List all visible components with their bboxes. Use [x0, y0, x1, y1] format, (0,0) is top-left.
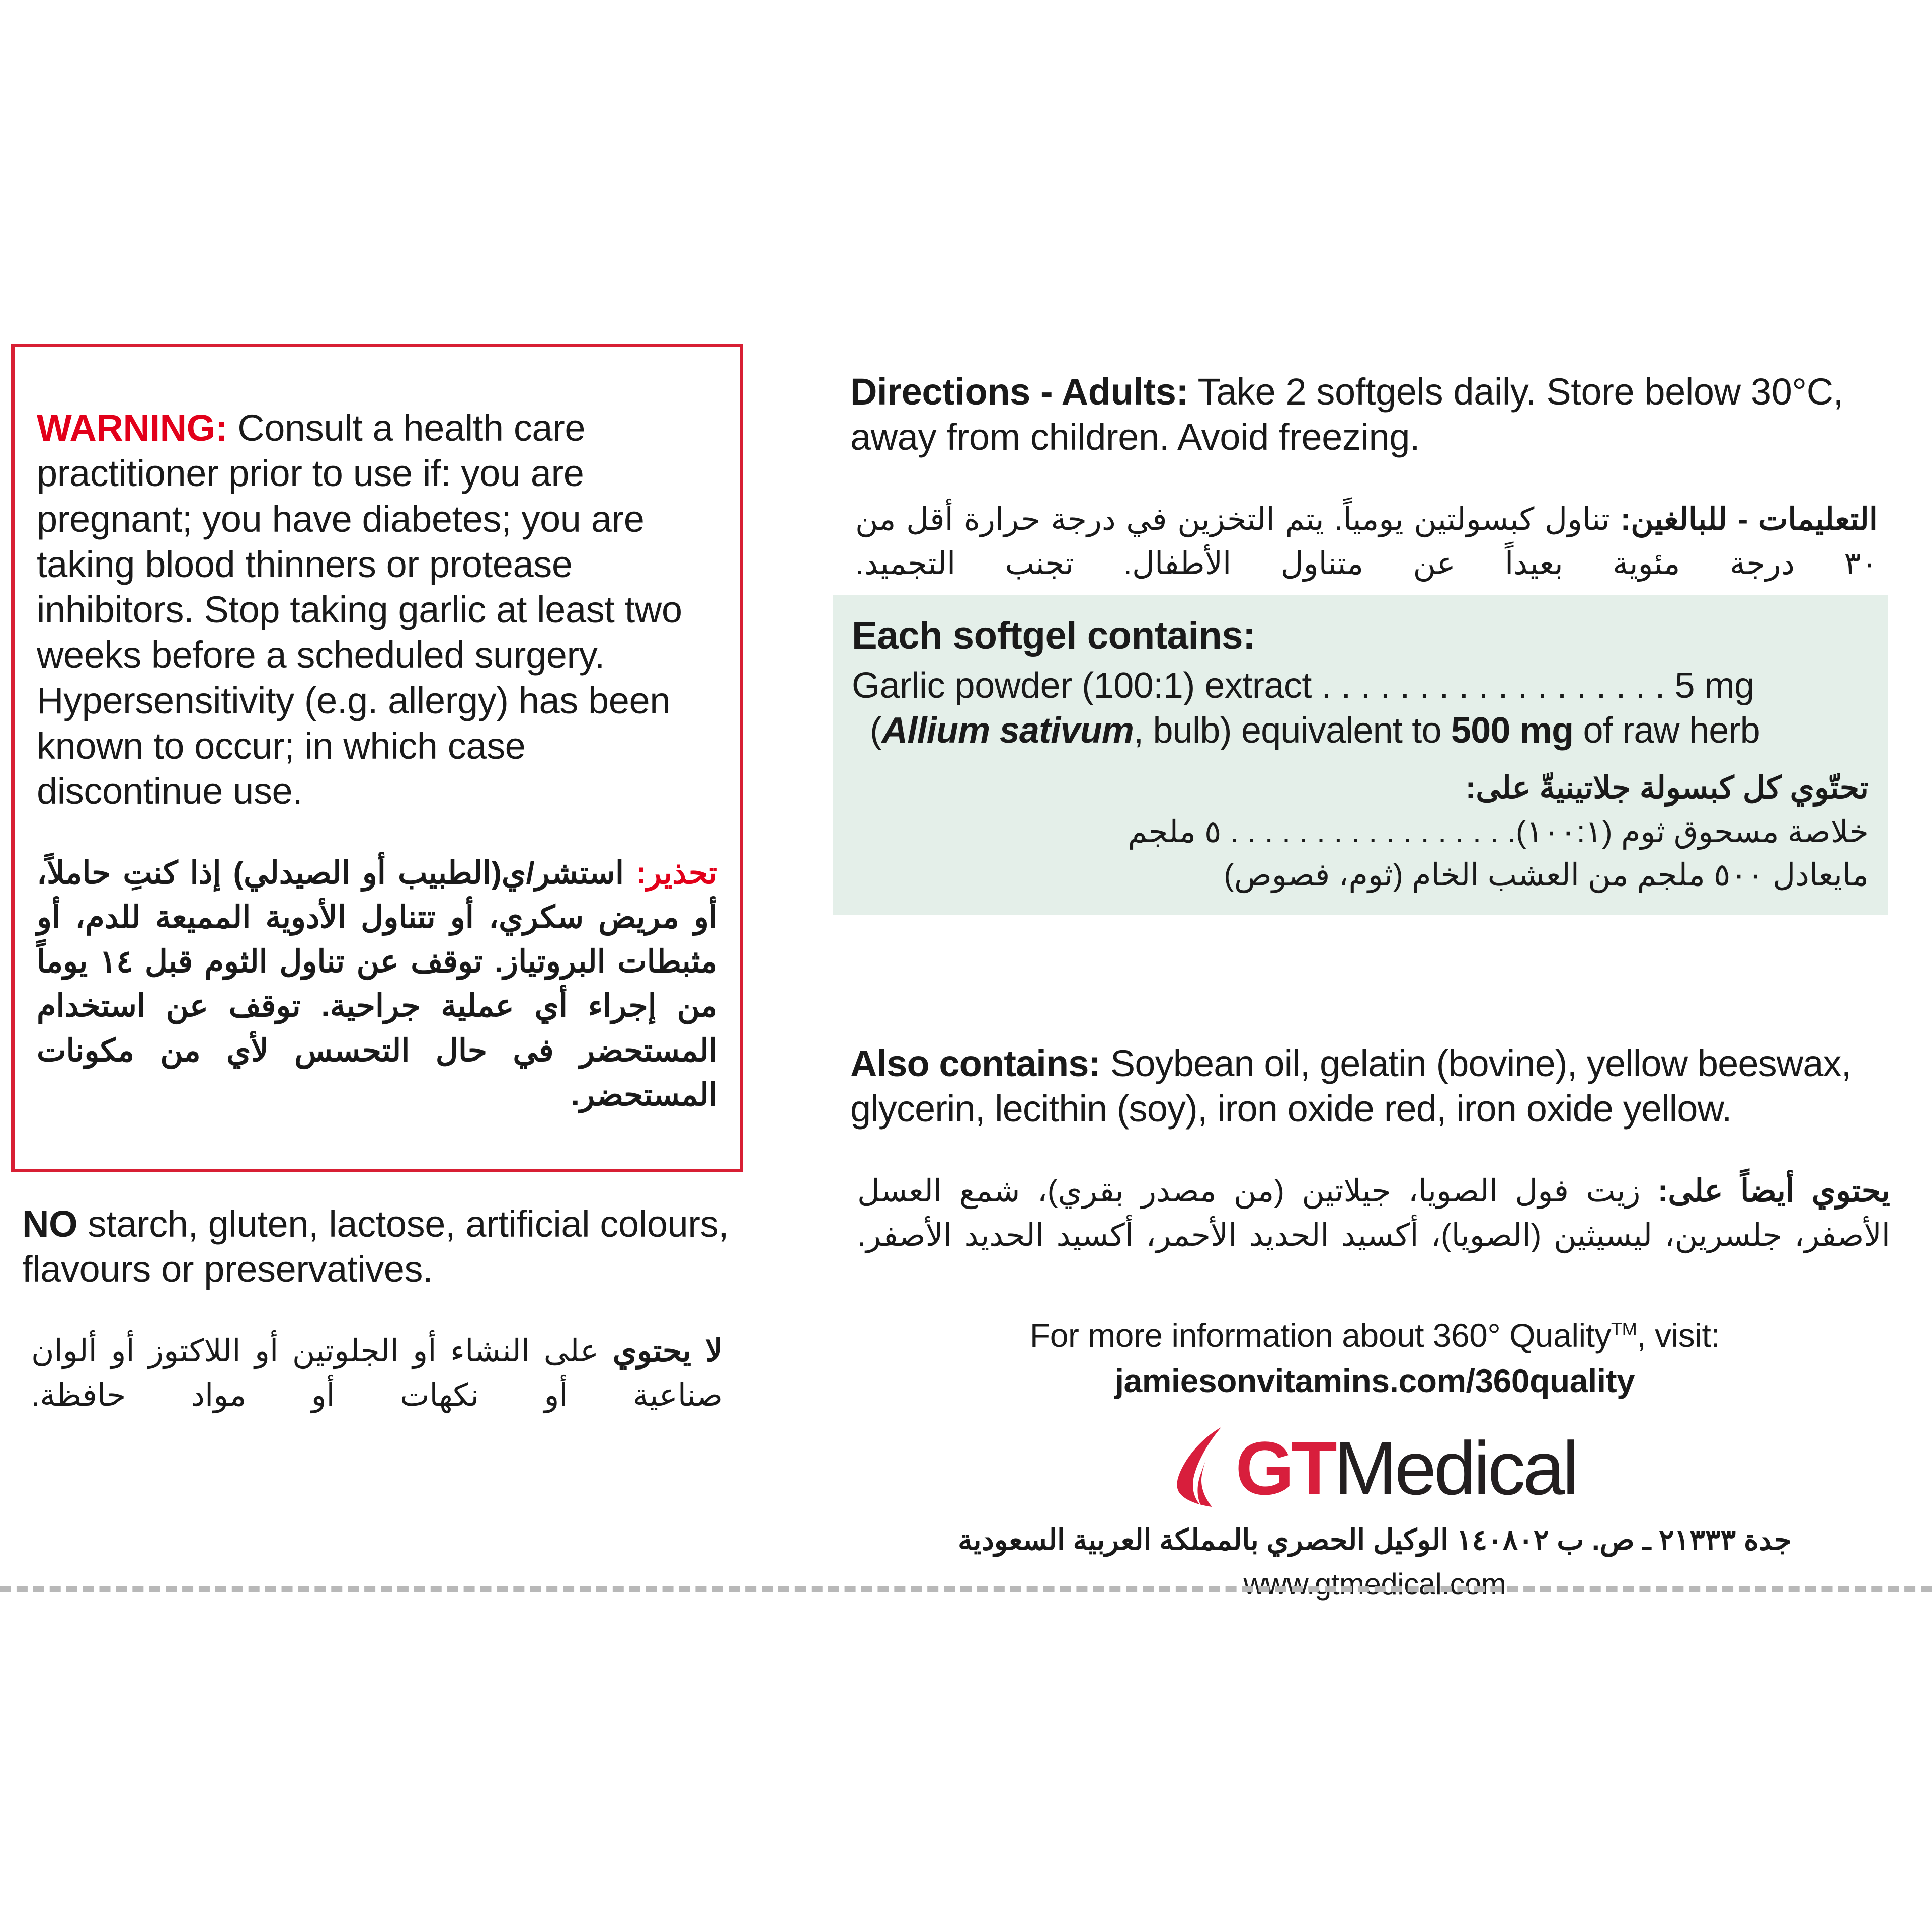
facts-ingredient-name-arabic: خلاصة مسحوق ثوم (١٠٠:١) [1516, 814, 1869, 849]
distributor-address-arabic: جدة ٢١٣٣٣ ـ ص. ب ١٤٠٨٠٢ الوكيل الحصري بالمملكة العربية السعودية [958, 1523, 1792, 1556]
facts-equiv-suffix: of raw herb [1573, 710, 1760, 751]
quality-info-line [850, 1314, 1899, 1357]
warning-text-arabic [37, 851, 717, 1117]
directions-body-arabic: تناول كبسولتين يومياً. يتم التخزين في درجة حرارة أقل من ٣٠ درجة مئوية بعيداً عن متناول الأطفال. تجنب التجميد. [855, 502, 1878, 581]
facts-ingredient-name-english: Garlic powder (100:1) extract [852, 666, 1312, 706]
supplement-facts-panel [833, 595, 1888, 915]
free-from-claim-arabic [11, 1329, 743, 1418]
free-from-keyword-arabic: لا يحتوي [612, 1334, 723, 1369]
free-from-body-english: starch, gluten, lactose, artificial colours, flavours or preservatives. [22, 1202, 729, 1290]
directions-text-english [850, 369, 1892, 460]
logo-wordmark-medical: Medical [1334, 1425, 1577, 1510]
facts-title-arabic: تحتّوي كل كبسولة جلاتينيةّ على: [1465, 770, 1869, 806]
warning-body-english: Consult a health care practitioner prior to use if: you are pregnant; you have diabetes; you are taking blood thinners or protease inhibitors. Stop taking garlic at least two weeks before a scheduled surgery. Hypersensitivity (e.g. allergy) has been known to occur; in which case discontinue use. [37, 407, 682, 813]
free-from-claim-english [11, 1201, 743, 1293]
also-contains-keyword-english: Also contains: [850, 1042, 1101, 1084]
facts-ingredient-row-arabic [852, 811, 1869, 854]
directions-block [850, 332, 1892, 617]
warning-body-arabic: استشر/ي(الطبيب أو الصيدلي) إذا كنتِ حاملاً، أو مريض سكري، أو تتناول الأدوية المميعة للدم، أو مثبطات البروتياز. توقف عن تناول الثوم قبل ١٤ يوماً من إجراء أي عملية جراحية. توقف عن استخدام المستحضر في حال التحسس لأي من مكونات المستحضر. [37, 856, 717, 1112]
distributor-website[interactable]: www.gtmedical.com [1243, 1567, 1506, 1601]
logo-wordmark-gt: GT [1235, 1425, 1334, 1510]
facts-equiv-amount: 500 mg [1451, 710, 1574, 751]
trademark-symbol: TM [1611, 1319, 1637, 1339]
directions-keyword-english: Directions - Adults: [850, 371, 1188, 413]
facts-equiv-middle: , bulb) equivalent to [1134, 710, 1451, 751]
facts-leader-dots-english: . . . . . . . . . . . . . . . . . . [1311, 666, 1675, 706]
also-contains-block [850, 1004, 1899, 1289]
directions-text-arabic [850, 498, 1892, 586]
flame-leaf-icon [1173, 1426, 1233, 1509]
directions-body-english: Take 2 softgels daily. Store below 30°C, away from children. Avoid freezing. [850, 371, 1843, 458]
facts-ingredient-amount-english: 5 mg [1674, 666, 1754, 706]
also-contains-arabic [850, 1169, 1899, 1258]
footer-block [850, 1314, 1899, 1604]
quality-info-url[interactable]: jamiesonvitamins.com/360quality [1114, 1361, 1635, 1399]
facts-title-english: Each softgel contains: [852, 614, 1256, 657]
facts-ingredient-amount-arabic: ٥ ملجم [1128, 814, 1222, 849]
directions-keyword-arabic: التعليمات - للبالغين: [1620, 502, 1878, 537]
warning-keyword-english: WARNING: [37, 407, 228, 449]
warning-box [11, 344, 743, 1172]
warning-text-english [37, 406, 717, 814]
facts-ingredient-row-english [852, 664, 1869, 708]
facts-equiv-open-paren: ( [870, 710, 882, 751]
also-contains-english [850, 1041, 1899, 1132]
gt-medical-logo [850, 1423, 1899, 1513]
left-column [11, 344, 743, 1449]
quality-info-suffix: , visit: [1637, 1317, 1720, 1354]
also-contains-keyword-arabic: يحتوي أيضاً على: [1657, 1173, 1890, 1209]
facts-leader-dots-arabic: . . . . . . . . . . . . . . . . . [1221, 814, 1516, 849]
free-from-body-arabic: على النشاء أو الجلوتين أو اللاكتوز أو ألوان صناعية أو نكهات أو مواد حافظة. [31, 1334, 723, 1413]
free-from-keyword-english: NO [22, 1202, 78, 1245]
facts-botanical-name: Allium sativum [881, 710, 1134, 751]
warning-keyword-arabic: تحذير: [636, 856, 717, 891]
facts-equivalence-arabic: مايعادل ٥٠٠ ملجم من العشب الخام (ثوم، فصوص) [1224, 858, 1869, 893]
also-contains-body-english: Soybean oil, gelatin (bovine), yellow beeswax, glycerin, lecithin (soy), iron oxide red, iron oxide yellow. [850, 1042, 1852, 1130]
facts-equivalence-english [852, 708, 1869, 753]
quality-info-prefix: For more information about 360° Quality [1029, 1317, 1612, 1354]
also-contains-body-arabic: زيت فول الصويا، جيلاتين (من مصدر بقري)، شمع العسل الأصفر، جلسرين، ليسيثين (الصويا)، أكسيد الحديد الأحمر، أكسيد الحديد الأصفر. [857, 1173, 1890, 1253]
die-cut-dashed-line [0, 1586, 1932, 1592]
